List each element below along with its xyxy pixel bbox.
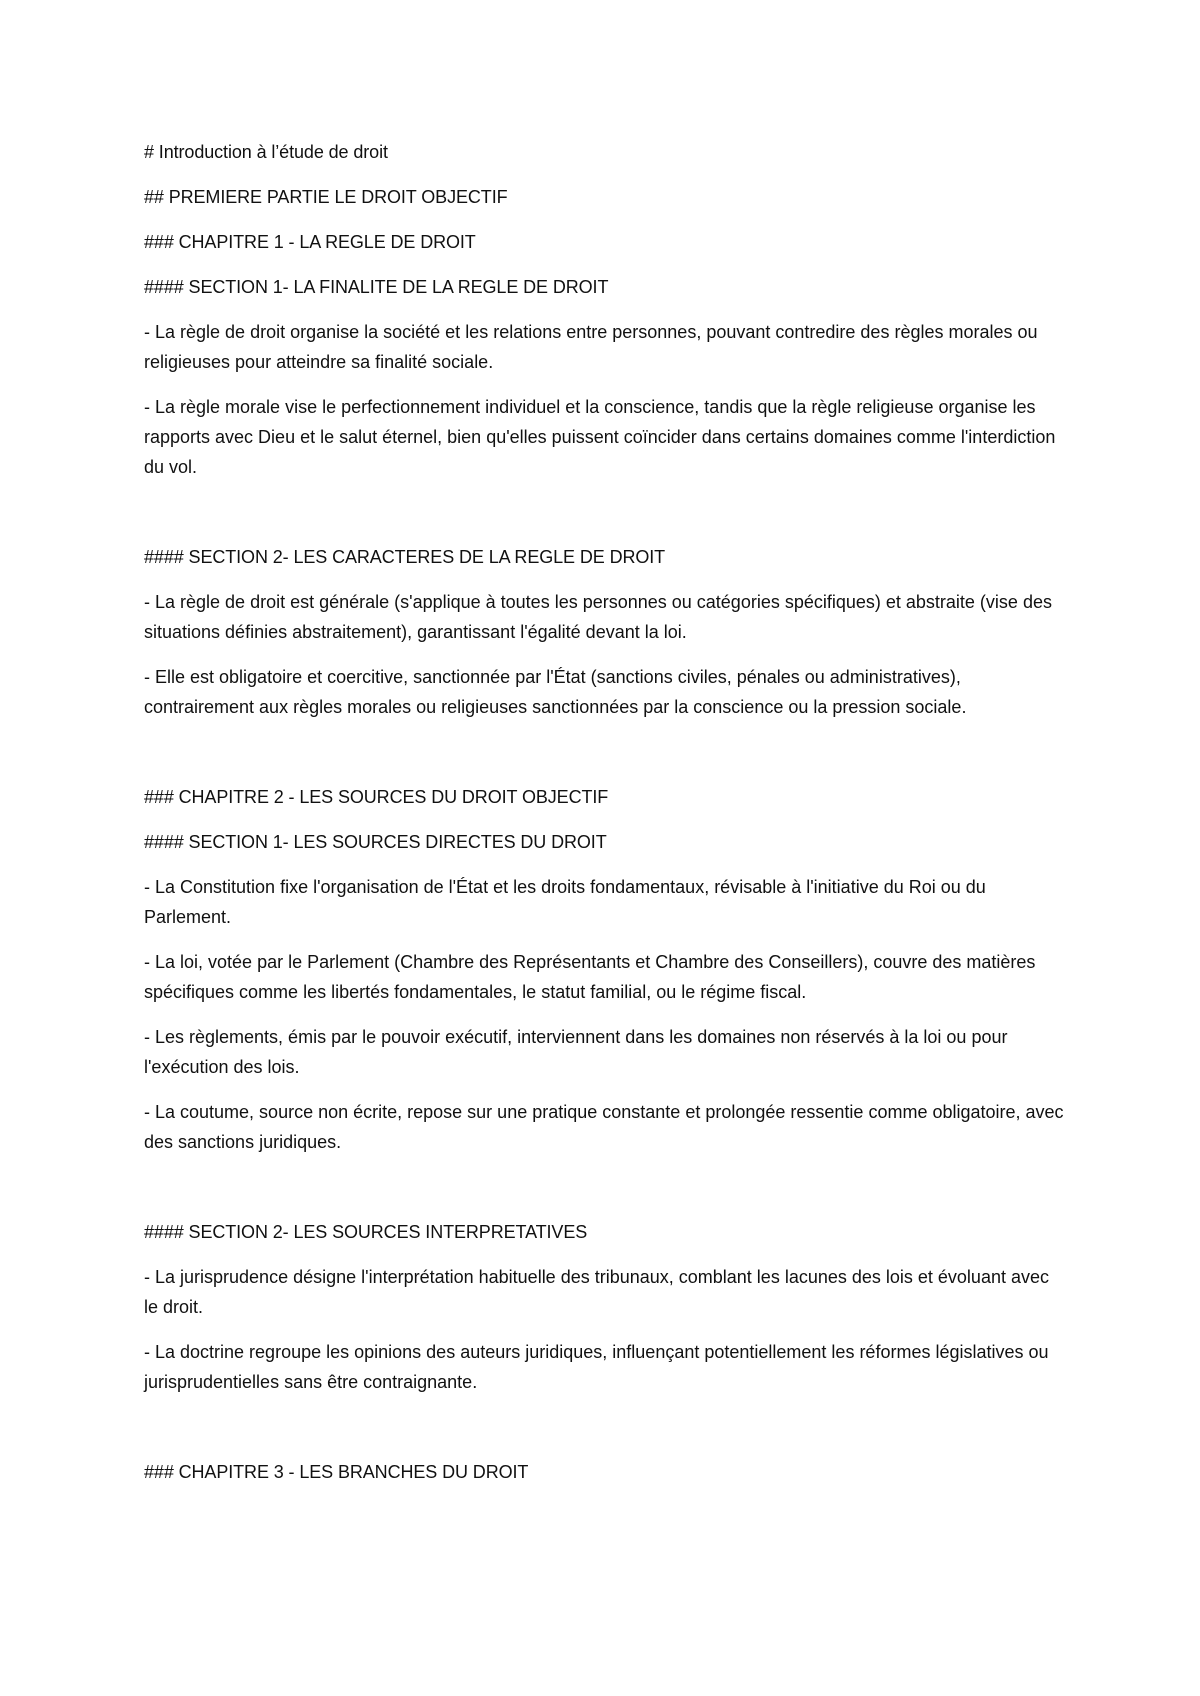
paragraph: - La doctrine regroupe les opinions des auteurs juridiques, influençant potentiellement les réformes législatives ou jurisprudentielles sans être contraignante. bbox=[144, 1342, 1049, 1392]
paragraph: - Elle est obligatoire et coercitive, sanctionnée par l'État (sanctions civiles, pénales ou administratives), contrairement aux règles morales ou religieuses sanctionnées par la conscience ou la pression sociale. bbox=[144, 667, 967, 717]
chapter-heading: ### CHAPITRE 1 - LA REGLE DE DROIT bbox=[144, 232, 476, 252]
paragraph: - La règle de droit est générale (s'applique à toutes les personnes ou catégories spécifiques) et abstraite (vise des situations définies abstraitement), garantissant l'égalité devant la loi. bbox=[144, 592, 1052, 642]
spacer bbox=[144, 737, 1064, 782]
chapter-heading: ### CHAPITRE 2 - LES SOURCES DU DROIT OBJECTIF bbox=[144, 787, 609, 807]
paragraph: - La loi, votée par le Parlement (Chambre des Représentants et Chambre des Conseillers), couvre des matières spécifiques comme les libertés fondamentales, le statut familial, ou le régime fiscal. bbox=[144, 952, 1036, 1002]
doc-title: # Introduction à l’étude de droit bbox=[144, 142, 388, 162]
paragraph: - La règle de droit organise la société et les relations entre personnes, pouvant contredire des règles morales ou religieuses pour atteindre sa finalité sociale. bbox=[144, 322, 1038, 372]
part-heading: ## PREMIERE PARTIE LE DROIT OBJECTIF bbox=[144, 187, 508, 207]
section-heading: #### SECTION 1- LA FINALITE DE LA REGLE DE DROIT bbox=[144, 277, 609, 297]
spacer bbox=[144, 1172, 1064, 1217]
document-page bbox=[144, 137, 1064, 1502]
paragraph: - La Constitution fixe l'organisation de l'État et les droits fondamentaux, révisable à l'initiative du Roi ou du Parlement. bbox=[144, 877, 986, 927]
section-heading: #### SECTION 1- LES SOURCES DIRECTES DU DROIT bbox=[144, 832, 607, 852]
paragraph: - Les règlements, émis par le pouvoir exécutif, interviennent dans les domaines non réservés à la loi ou pour l'exécution des lois. bbox=[144, 1027, 1008, 1077]
spacer bbox=[144, 497, 1064, 542]
spacer bbox=[144, 1412, 1064, 1457]
section-heading: #### SECTION 2- LES CARACTERES DE LA REGLE DE DROIT bbox=[144, 547, 666, 567]
paragraph: - La coutume, source non écrite, repose sur une pratique constante et prolongée ressentie comme obligatoire, avec des sanctions juridiques. bbox=[144, 1102, 1064, 1152]
section-heading: #### SECTION 2- LES SOURCES INTERPRETATIVES bbox=[144, 1222, 588, 1242]
paragraph: - La règle morale vise le perfectionnement individuel et la conscience, tandis que la règle religieuse organise les rapports avec Dieu et le salut éternel, bien qu'elles puissent coïncider dans certains domaines comme l'interdiction du vol. bbox=[144, 397, 1056, 477]
chapter-heading: ### CHAPITRE 3 - LES BRANCHES DU DROIT bbox=[144, 1462, 529, 1482]
paragraph: - La jurisprudence désigne l'interprétation habituelle des tribunaux, comblant les lacunes des lois et évoluant avec le droit. bbox=[144, 1267, 1049, 1317]
